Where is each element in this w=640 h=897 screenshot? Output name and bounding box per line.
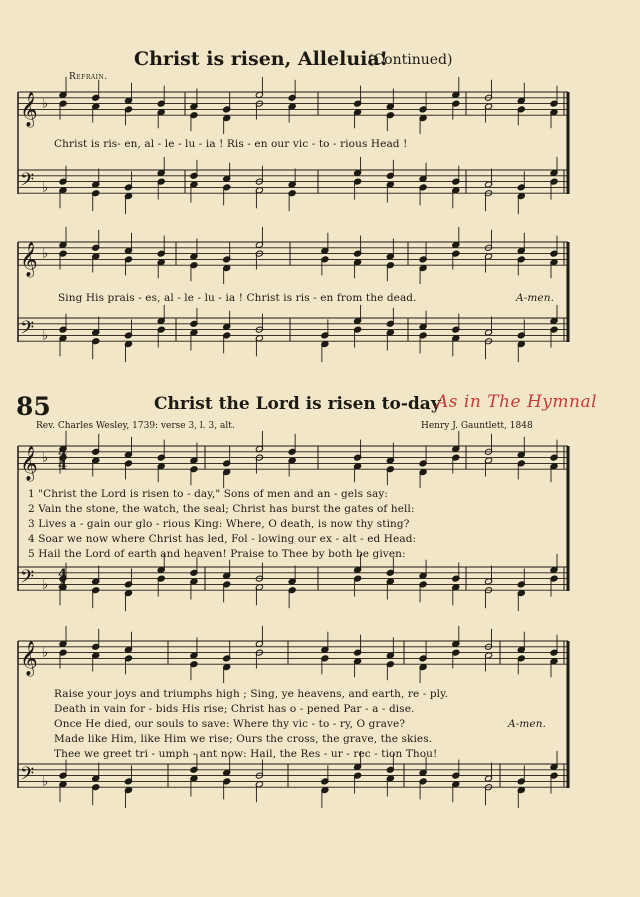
svg-text:4: 4 xyxy=(58,458,68,473)
verse-5-line-1: 5 Hail the Lord of earth and heaven! Praise to Thee by both be given: xyxy=(28,548,406,560)
continued-label: (Continued) xyxy=(368,52,453,68)
svg-text:♭: ♭ xyxy=(42,645,49,661)
svg-text:𝄢: 𝄢 xyxy=(20,764,35,790)
handwritten-note: As in The Hymnal xyxy=(436,392,598,412)
svg-text:4: 4 xyxy=(58,567,68,582)
svg-text:4: 4 xyxy=(58,579,68,594)
verse-3-line-1: 3 Lives a - gain our glo - rious King: Where, O death, is now thy sting? xyxy=(28,518,410,530)
hymn-amen: A-men. xyxy=(508,718,547,730)
svg-text:𝄞: 𝄞 xyxy=(20,242,38,278)
verse-1-line-2: Raise your joys and triumphs high ; Sing, ye heavens, and earth, re - ply. xyxy=(54,688,449,700)
svg-text:♭: ♭ xyxy=(42,96,49,112)
svg-text:𝄞: 𝄞 xyxy=(20,92,38,128)
verse-2-line-1: 2 Vain the stone, the watch, the seal; Christ has burst the gates of hell: xyxy=(28,503,415,515)
refrain-amen: A-men. xyxy=(516,292,555,304)
svg-text:♭: ♭ xyxy=(42,774,49,790)
top-hymn-title: Christ is risen, Alleluia! xyxy=(134,48,389,70)
svg-text:𝄞: 𝄞 xyxy=(20,641,38,677)
verse-4-line-1: 4 Soar we now where Christ has led, Fol - lowing our ex - alt - ed Head: xyxy=(28,533,417,545)
composer-credit: Henry J. Gauntlett, 1848 xyxy=(421,421,533,431)
svg-text:𝄢: 𝄢 xyxy=(20,567,35,593)
refrain-lyric-line-2: Sing His prais - es, al - le - lu - ia ! Christ is ris - en from the dead. xyxy=(58,292,417,304)
verse-3-line-2: Once He died, our souls to save: Where thy vic - to - ry, O grave? xyxy=(54,718,406,730)
verse-2-line-2: Death in vain for - bids His rise; Christ has o - pened Par - a - dise. xyxy=(54,703,415,715)
author-credit: Rev. Charles Wesley, 1739: verse 3, l. 3, alt. xyxy=(36,421,235,431)
svg-text:𝄢: 𝄢 xyxy=(20,318,35,344)
svg-text:𝄢: 𝄢 xyxy=(20,170,35,196)
hymn-title: Christ the Lord is risen to-day xyxy=(154,394,441,414)
verse-5-line-2: Thee we greet tri - umph - ant now: Hail, the Res - ur - rec - tion Thou! xyxy=(54,748,438,760)
verse-4-line-2: Made like Him, like Him we rise; Ours the cross, the grave, the skies. xyxy=(54,733,433,745)
svg-text:𝄞: 𝄞 xyxy=(20,446,38,482)
verse-1-line-1: 1 "Christ the Lord is risen to - day," Sons of men and an - gels say: xyxy=(28,488,389,500)
svg-text:♭: ♭ xyxy=(42,246,49,262)
refrain-lyric-line-1: Christ is ris- en, al - le - lu - ia ! Ris - en our vic - to - rious Head ! xyxy=(54,138,408,150)
svg-text:♭: ♭ xyxy=(42,450,49,466)
svg-text:♭: ♭ xyxy=(42,180,49,196)
svg-text:4: 4 xyxy=(58,446,68,461)
hymn-number: 85 xyxy=(16,392,51,421)
svg-text:♭: ♭ xyxy=(42,577,49,593)
svg-text:♭: ♭ xyxy=(42,328,49,344)
refrain-label: Refrain. xyxy=(69,72,108,82)
